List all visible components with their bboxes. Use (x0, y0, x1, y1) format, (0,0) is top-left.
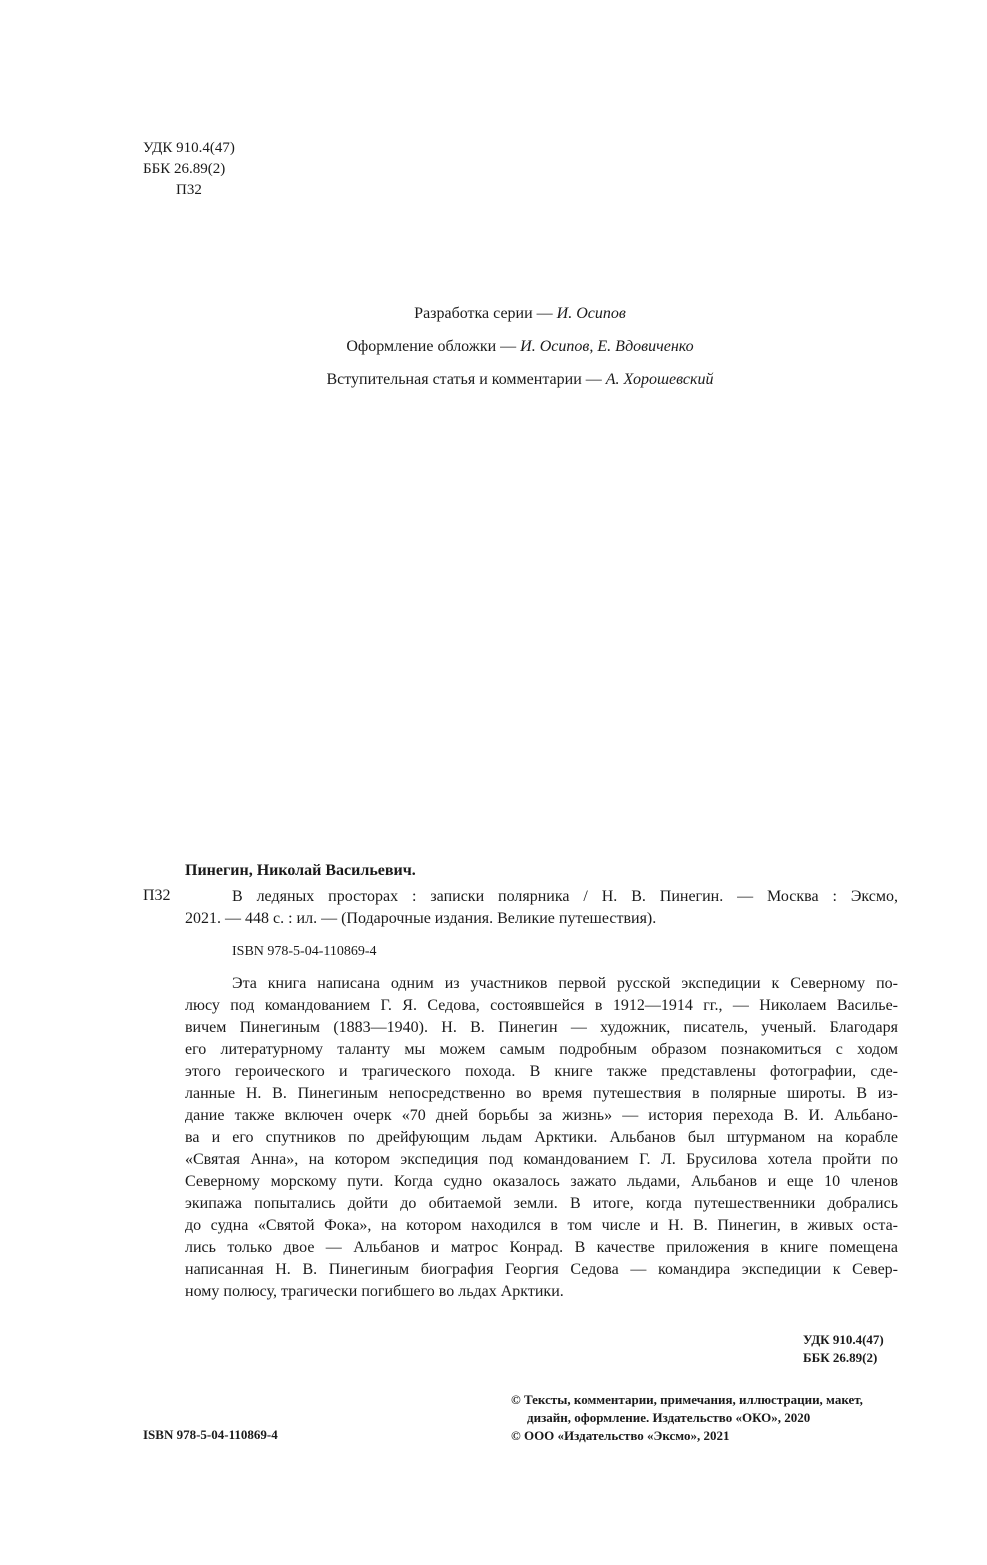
bbk-code: ББК 26.89(2) (803, 1350, 878, 1365)
top-classification (143, 138, 235, 201)
credit-names: А. Хорошевский (605, 371, 714, 388)
annotation-line: вичем Пинегиным (1883—1940). Н. В. Пинегин — художник, писатель, ученый. Благодаря (185, 1019, 898, 1036)
annotation-line: «Святая Анна», на котором экспедиция под командованием Г. Л. Брусилова хотела пройти по (185, 1151, 898, 1168)
description-line: 2021. — 448 с. : ил. — (Подарочные издания. Великие путешествия). (185, 910, 657, 927)
annotation (185, 973, 898, 1303)
annotation-line: лись только двое — Альбанов и матрос Конрад. В качестве приложения в книге помещена (185, 1239, 898, 1256)
annotation-line: люсу под командованием Г. Я. Седова, состоявшейся в 1912—1914 гг., — Николаем Василье- (185, 997, 898, 1014)
copyright-line: дизайн, оформление. Издательство «ОКО», 2020 (527, 1410, 811, 1425)
annotation-line: дание также включен очерк «70 дней борьбы за жизнь» — история перехода В. И. Альбано- (185, 1107, 898, 1124)
credit-role: Вступительная статья и комментарии — (326, 371, 606, 388)
bibliographic-description (185, 886, 898, 930)
bottom-classification (803, 1331, 884, 1367)
credit-cover (0, 338, 987, 356)
annotation-line: Северному морскому пути. Когда судно оказалось зажато льдами, Альбанов и еще 10 членов (185, 1173, 898, 1190)
annotation-line: этого героического и трагического похода. В книге также представлены фотографии, сде- (185, 1063, 898, 1080)
annotation-line: ному полюсу, трагически погибшего во льдах Арктики. (185, 1283, 564, 1300)
udk-code: УДК 910.4(47) (803, 1332, 884, 1347)
credit-names: И. Осипов, Е. Вдовиченко (520, 338, 694, 355)
copyright-block (511, 1391, 863, 1445)
author-mark: П32 (176, 182, 202, 198)
credit-role: Разработка серии — (414, 305, 557, 322)
footer-isbn: ISBN 978-5-04-110869-4 (143, 1427, 278, 1442)
annotation-line: до судна «Святой Фока», на котором находился в том числе и Н. В. Пинегин, в живых оста- (185, 1217, 898, 1234)
bbk-code: ББК 26.89(2) (143, 161, 226, 177)
annotation-line: его литературному таланту мы можем самым подробным образом познакомиться с ходом (185, 1041, 898, 1058)
credit-role: Оформление обложки — (346, 338, 521, 355)
udk-code: УДК 910.4(47) (143, 140, 235, 156)
annotation-line: написанная Н. В. Пинегиным биография Георгия Седова — командира экспедиции к Север- (185, 1261, 898, 1278)
copyright-line: © ООО «Издательство «Эксмо», 2021 (511, 1428, 730, 1443)
annotation-line: экипажа попытались дойти до обитаемой земли. В итоге, когда путешественники добрались (185, 1195, 898, 1212)
annotation-line: ва и его спутников по дрейфующим льдам Арктики. Альбанов был штурманом на корабле (185, 1129, 898, 1146)
author-heading: Пинегин, Николай Васильевич. (185, 862, 416, 879)
credit-series (0, 305, 987, 323)
annotation-line: Эта книга написана одним из участников первой русской экспедиции к Северному по- (232, 975, 898, 992)
credit-names: И. Осипов (556, 305, 626, 322)
credit-article (0, 371, 987, 389)
description-line: В ледяных просторах : записки полярника / Н. В. Пинегин. — Москва : Эксмо, (232, 888, 898, 905)
annotation-line: ланные Н. В. Пинегиным непосредственно во время путешествия в полярные широты. В из- (185, 1085, 898, 1102)
isbn-line: ISBN 978-5-04-110869-4 (232, 944, 377, 959)
copyright-line: © Тексты, комментарии, примечания, иллюстрации, макет, (511, 1392, 863, 1407)
author-mark-side: П32 (143, 887, 171, 904)
